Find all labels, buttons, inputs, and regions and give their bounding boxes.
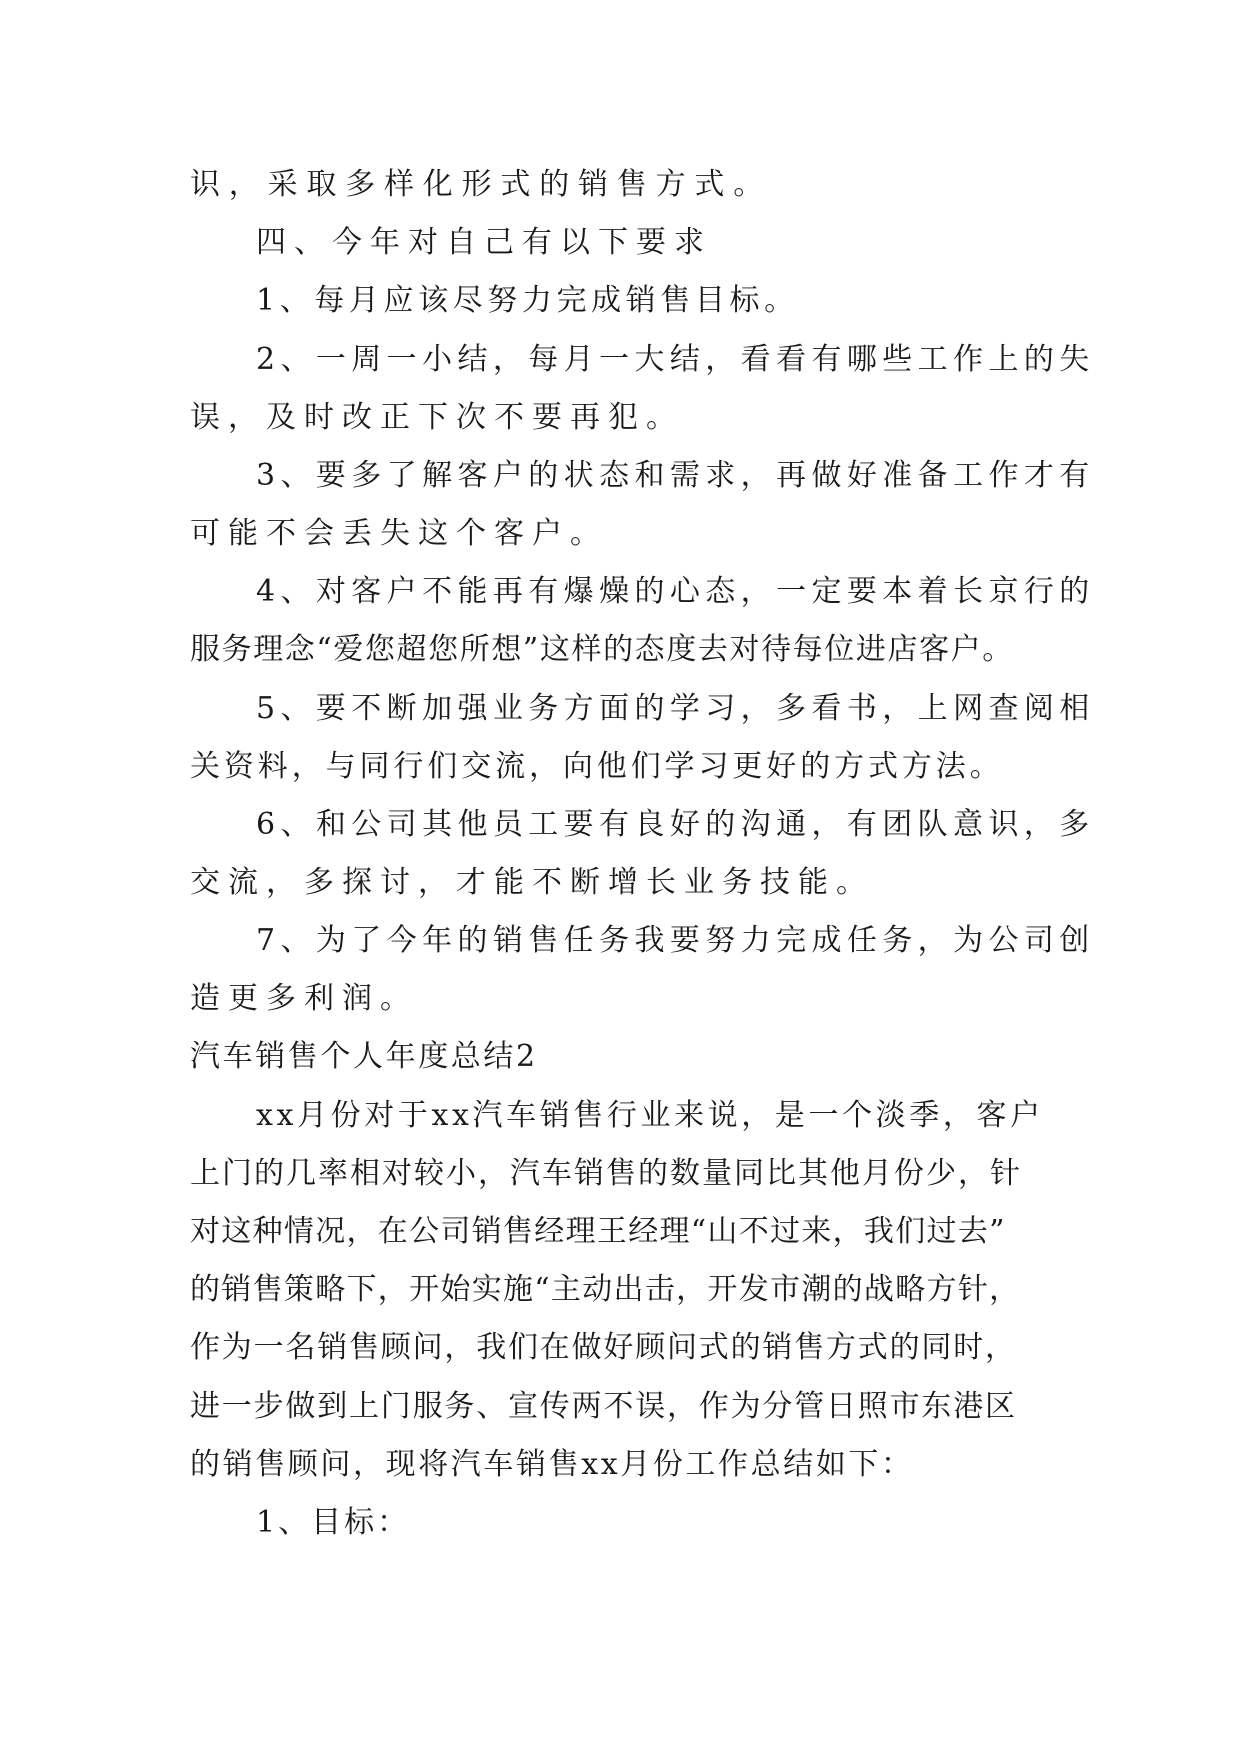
paragraph-line: 的销售顾问，现将汽车销售xx月份工作总结如下： (190, 1447, 914, 1482)
list-item-5: 5、要不断加强业务方面的学习，多看书，上网查阅相 (256, 691, 1095, 726)
list-item-3: 3、要多了解客户的状态和需求，再做好准备工作才有 (256, 458, 1095, 493)
paragraph-line: 对这种情况，在公司销售经理王经理“山不过来，我们过去” (190, 1214, 1006, 1249)
list-item-6: 6、和公司其他员工要有良好的沟通，有团队意识，多 (256, 807, 1095, 842)
section-heading: 四、今年对自己有以下要求 (256, 225, 712, 260)
list-item-1: 1、每月应该尽努力完成销售目标。 (256, 283, 799, 318)
text-line: 服务理念“爱您超您所想”这样的态度去对待每位进店客户。 (190, 632, 1014, 667)
list-item-goal: 1、目标： (256, 1505, 411, 1540)
paragraph-line: 进一步做到上门服务、宣传两不误，作为分管日照市东港区 (190, 1389, 1017, 1424)
paragraph-line: 作为一名销售顾问，我们在做好顾问式的销售方式的同时， (190, 1330, 1017, 1365)
text-line: 可能不会丢失这个客户。 (190, 516, 608, 551)
text-line: 识，采取多样化形式的销售方式。 (190, 167, 772, 202)
list-item-2: 2、一周一小结，每月一大结，看看有哪些工作上的失 (256, 342, 1095, 377)
text-line: 误，及时改正下次不要再犯。 (190, 400, 684, 435)
text-line: 交流，多探讨，才能不断增长业务技能。 (190, 865, 874, 900)
paragraph-line: 的销售策略下，开始实施“主动出击，开发市潮的战略方针， (190, 1272, 1021, 1307)
paragraph-line: 上门的几率相对较小，汽车销售的数量同比其他月份少，针 (190, 1156, 1022, 1191)
section-title: 汽车销售个人年度总结2 (190, 1039, 538, 1074)
text-line: 关资料，与同行们交流，向他们学习更好的方式方法。 (190, 749, 1004, 784)
list-item-4: 4、对客户不能再有爆燥的心态，一定要本着长京行的 (256, 574, 1095, 609)
list-item-7: 7、为了今年的销售任务我要努力完成任务，为公司创 (256, 923, 1095, 958)
paragraph-line: xx月份对于xx汽车销售行业来说，是一个淡季，客户 (256, 1098, 1044, 1133)
text-line: 造更多利润。 (190, 981, 418, 1016)
